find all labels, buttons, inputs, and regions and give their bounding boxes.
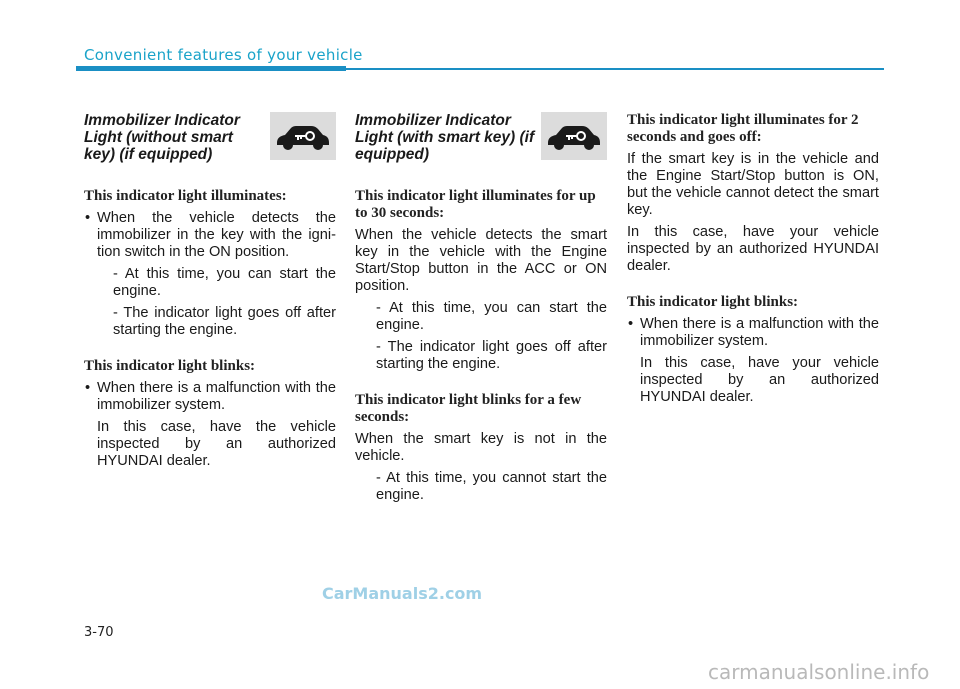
header-rule-thick bbox=[76, 66, 346, 71]
dash-item: - At this time, you can start the engine. bbox=[113, 266, 336, 299]
bullet-mark: • bbox=[85, 210, 91, 226]
body-paragraph: If the smart key is in the vehicle and the Engine Start/Stop button is ON, but the vehicle cannot detect the smart key. bbox=[627, 151, 879, 218]
dash-item: - The indicator light goes off after starting the engine. bbox=[376, 339, 607, 372]
column-without-smart-key bbox=[84, 112, 336, 475]
immobilizer-car-key-icon bbox=[545, 121, 603, 151]
section-subheading: This indicator light blinks for a few seconds: bbox=[355, 392, 582, 425]
indicator-icon-box bbox=[541, 112, 607, 160]
indicator-icon-box bbox=[270, 112, 336, 160]
section-subheading: This indicator light blinks: bbox=[627, 294, 799, 310]
bullet-mark: • bbox=[628, 316, 634, 332]
watermark-text: carmanualsonline.info bbox=[708, 660, 930, 684]
bullet-text: When the vehicle detects the immobilizer in the key with the igni-tion switch in the ON position. bbox=[97, 210, 336, 260]
dash-item: - At this time, you cannot start the engine. bbox=[376, 470, 607, 503]
bullet-text: When there is a malfunction with the immobilizer system. bbox=[640, 316, 879, 349]
section-subheading: This indicator light illuminates for 2 seconds and goes off: bbox=[627, 112, 859, 145]
dash-item: - The indicator light goes off after starting the engine. bbox=[113, 305, 336, 338]
spacer bbox=[627, 280, 879, 294]
column-continued bbox=[627, 112, 879, 411]
bullet-text: When there is a malfunction with the immobilizer system. bbox=[97, 380, 336, 413]
section-subheading: This indicator light illuminates for up to 30 seconds: bbox=[355, 188, 596, 221]
section-title: Immobilizer Indicator Light (without smart key) (if equipped) bbox=[84, 112, 240, 163]
body-paragraph: When the vehicle detects the smart key in the vehicle with the Engine Start/Stop button in the ACC or ON position. bbox=[355, 227, 607, 294]
watermark-link[interactable]: CarManuals2.com bbox=[322, 584, 483, 603]
section-header-title: Convenient features of your vehicle bbox=[84, 46, 363, 64]
bullet-item bbox=[627, 316, 879, 350]
section-title: Immobilizer Indicator Light (with smart key) (if equipped) bbox=[355, 112, 535, 163]
title-row bbox=[355, 112, 607, 168]
header-rule-thin bbox=[346, 68, 884, 70]
bullet-item bbox=[84, 380, 336, 414]
immobilizer-car-key-icon bbox=[274, 121, 332, 151]
title-row bbox=[84, 112, 336, 168]
section-subheading: This indicator light illuminates: bbox=[84, 188, 287, 204]
column-with-smart-key bbox=[355, 112, 607, 509]
bullet-item bbox=[84, 210, 336, 261]
body-paragraph: When the smart key is not in the vehicle. bbox=[355, 431, 607, 464]
spacer bbox=[84, 344, 336, 358]
dash-item: - At this time, you can start the engine. bbox=[376, 300, 607, 333]
spacer bbox=[355, 378, 607, 392]
bullet-mark: • bbox=[85, 380, 91, 396]
section-subheading: This indicator light blinks: bbox=[84, 358, 256, 374]
page-number: 3-70 bbox=[84, 625, 114, 640]
note-text: In this case, have the vehicle inspected by an authorized HYUNDAI dealer. bbox=[97, 419, 336, 469]
note-text: In this case, have your vehicle inspected by an authorized HYUNDAI dealer. bbox=[640, 355, 879, 405]
body-paragraph: In this case, have your vehicle inspected by an authorized HYUNDAI dealer. bbox=[627, 224, 879, 274]
